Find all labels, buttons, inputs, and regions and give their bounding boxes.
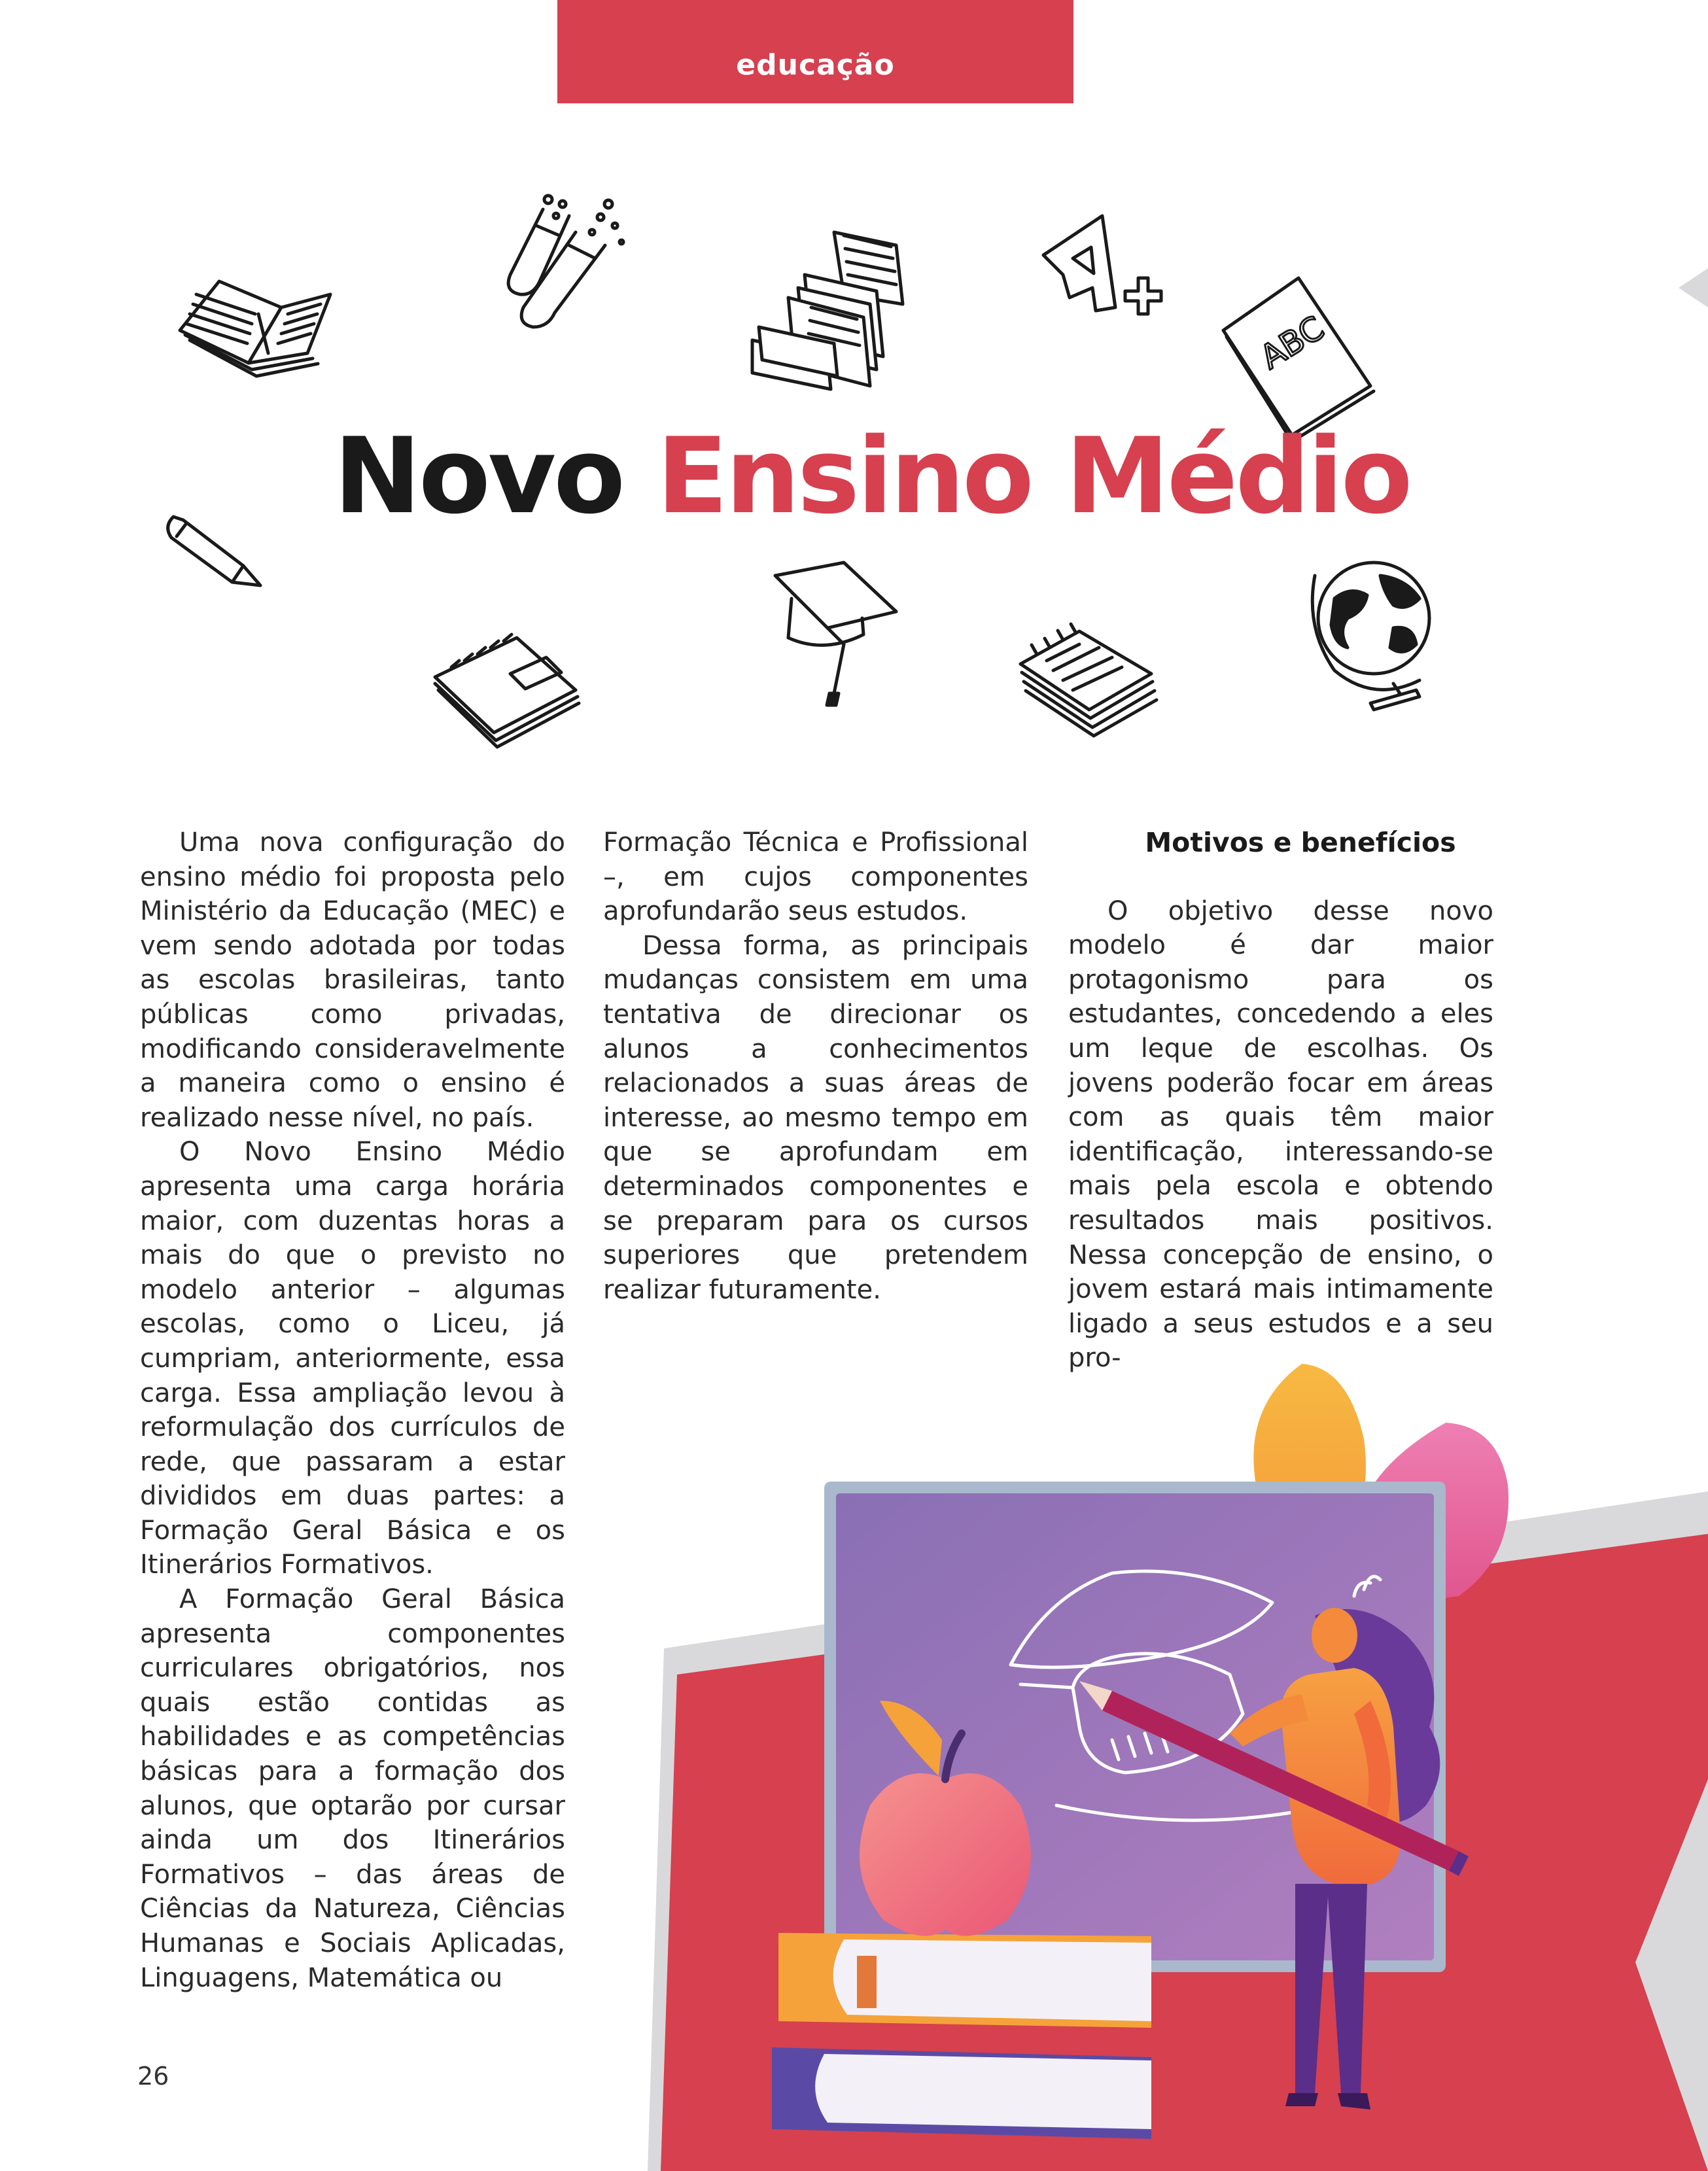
pencil-icon [168, 517, 260, 585]
page-title [334, 415, 1410, 537]
graduation-cap-icon [775, 563, 896, 705]
title-part-ensino-medio: Ensino Médio [656, 415, 1410, 537]
paragraph: Uma nova configuração do ensino médio foi proposta pelo Ministério da Educação (MEC) e vem sendo adotada por todas as escolas brasileiras, tanto públicas como privadas, modificando consideravelmente a maneira como o ensino é realizado nesse nível, no país. [140, 827, 565, 1133]
test-tubes-icon [508, 196, 623, 327]
title-part-novo: Novo [334, 415, 623, 537]
globe-icon [1312, 563, 1429, 710]
paragraph: O objetivo desse novo modelo é dar maior protagonismo para os estudantes, concedendo a eles um leque de escolhas. Os jovens poderão focar em áreas com as quais têm maior identificação, interessando-se mais pela escola e obtendo resultados mais positivos. Nessa concepção de ensino, o jovem estará mais intimamente ligado a seus estudos e a seu pro- [1068, 895, 1493, 1374]
paragraph: Formação Técnica e Profissional –, em cujos componentes aprofundarão seus estudos. [603, 827, 1028, 927]
section-heading: Motivos e benefícios [1145, 827, 1456, 858]
paragraph: O Novo Ensino Médio apresenta uma carga horária maior, com duzentas horas a mais do que o previsto no modelo anterior – algumas escolas, como o Liceu, já cumpriam, anteriormente, essa carga. Essa ampliação levou à reformulação dos currículos de rede, que passaram a estar divididos em duas partes: a Formação Geral Básica e os Itinerários Formativos. [140, 1137, 565, 1580]
svg-text:ABC: ABC [1253, 309, 1331, 377]
paragraph: Dessa forma, as principais mudanças consistem em uma tentativa de direcionar os alunos a conhecimentos relacionados a suas áreas de interesse, ao mesmo tempo em que se aprofundam em determinados componentes e se preparam para os cursos superiores que pretendem realizar futuramente. [603, 930, 1028, 1305]
spiral-notebook-icon [1020, 624, 1157, 736]
paragraph: A Formação Geral Básica apresenta componentes curriculares obrigatórios, nos quais estão contidas as habilidades e as competências básicas para a formação dos alunos, que optarão por cursar ainda um dos Itinerários Formativos – das áreas de Ciências da Natureza, Ciências Humanas e Sociais Aplicadas, Linguagens, Matemática ou [140, 1584, 565, 1993]
a-plus-icon [1043, 216, 1161, 314]
page-number: 26 [137, 2062, 169, 2091]
notebook-icon [435, 634, 579, 747]
classroom-illustration [0, 1341, 1708, 2171]
section-label: educação [736, 48, 895, 82]
papers-icon [752, 232, 903, 389]
open-book-icon [180, 281, 330, 376]
text-column-3 [1068, 825, 1493, 1376]
text-column-2 [603, 825, 1028, 1307]
education-doodles [0, 0, 1708, 752]
